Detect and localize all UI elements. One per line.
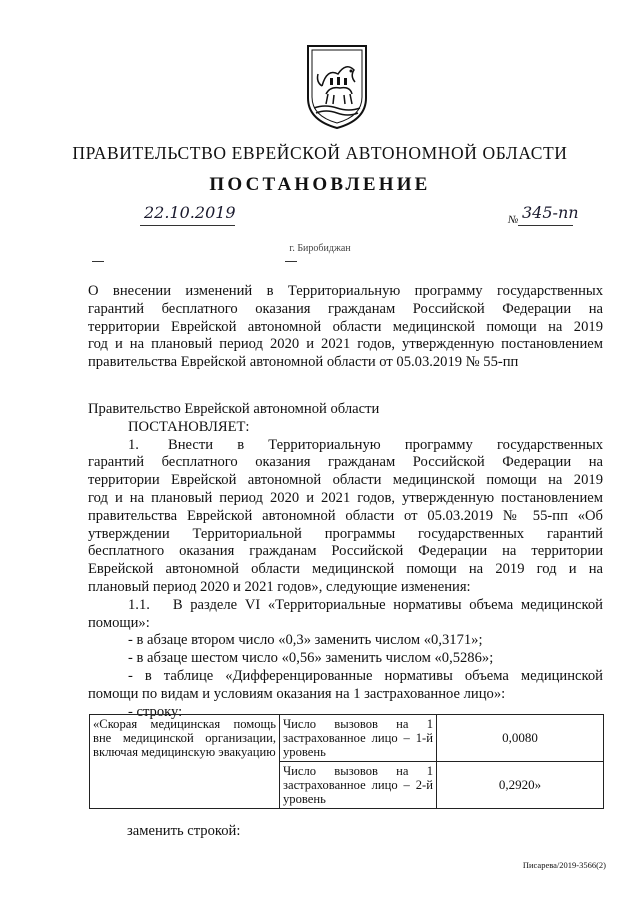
- title-line: территории Еврейской автономной области медицинской помощи на 2019: [88, 318, 603, 335]
- coat-of-arms-emblem: [300, 40, 374, 130]
- item-1-1-line: помощи»:: [88, 614, 150, 631]
- bullet-c-line: - в таблице «Дифференцированные нормативы объема медицинской: [128, 667, 603, 684]
- corner-mark-right: [285, 261, 297, 262]
- footer-reference: Писарева/2019-3566(2): [522, 860, 606, 870]
- amendment-table: [89, 714, 604, 809]
- resolves-line: ПОСТАНОВЛЯЕТ:: [128, 418, 250, 435]
- title-line: О внесении изменений в Территориальную программу государственных: [88, 283, 603, 299]
- decree-date: 22.10.2019: [144, 203, 236, 222]
- government-heading: ПРАВИТЕЛЬСТВО ЕВРЕЙСКОЙ АВТОНОМНОЙ ОБЛАСТИ: [72, 143, 568, 163]
- item-1-line: Еврейской автономной области медицинской помощи на 2019 год и на: [88, 561, 603, 578]
- item-1-line: год и на плановый период 2020 и 2021 годов, утвержденную постановлением: [88, 489, 603, 506]
- item-1-1-line: 1.1. В разделе VI «Территориальные нормативы объема медицинской: [128, 596, 603, 613]
- item-1-line: 1. Внести в Территориальную программу государственных: [128, 436, 603, 453]
- item-1-line: плановый период 2020 и 2021 годов», следующие изменения:: [88, 578, 471, 595]
- bullet-b: - в абзаце шестом число «0,56» заменить числом «0,5286»;: [128, 650, 494, 667]
- decree-title: [88, 283, 603, 372]
- item-1-line: территории Еврейской автономной области медицинской помощи на 2019: [88, 472, 603, 489]
- item-1-line: бесплатного оказания гражданам Российской Федерации на территории: [88, 543, 603, 560]
- bullet-a: - в абзаце втором число «0,3» заменить числом «0,3171»;: [128, 632, 483, 649]
- decree-body: [88, 401, 603, 721]
- replace-with-line: заменить строкой:: [127, 823, 241, 839]
- unit-cell: Число вызовов на 1 застрахованное лицо – 2-й уровень: [280, 762, 437, 809]
- value-cell: 0,0080: [437, 715, 604, 762]
- number-label: №: [508, 214, 519, 226]
- title-line: год и на плановый период 2020 и 2021 годов, утвержденную постановлением: [88, 336, 603, 353]
- item-1-line: гарантий бесплатного оказания гражданам Российской Федерации на: [88, 454, 603, 471]
- title-line: гарантий бесплатного оказания гражданам Российской Федерации на: [88, 300, 603, 317]
- number-underline: [518, 225, 573, 226]
- corner-mark-left: [92, 261, 104, 262]
- category-cell: «Скорая медицинская помощь вне медицинской организации, включая медицинскую эвакуацию: [90, 715, 280, 809]
- document-type-heading: ПОСТАНОВЛЕНИЕ: [209, 174, 431, 195]
- intro-line: Правительство Еврейской автономной области: [88, 401, 380, 417]
- city-name: г. Биробиджан: [289, 243, 351, 254]
- bullet-c-line: помощи по видам и условиям оказания на 1 застрахованное лицо»:: [88, 685, 506, 702]
- title-line: правительства Еврейской автономной области от 05.03.2019 № 55-пп: [88, 354, 519, 371]
- item-1-line: утверждении Территориальной программы государственных гарантий: [88, 525, 603, 542]
- date-underline: [140, 225, 235, 226]
- table-row: [90, 715, 604, 762]
- value-cell: 0,2920»: [437, 762, 604, 809]
- item-1-line: правительства Еврейской автономной области от 05.03.2019 № 55-пп «Об: [88, 507, 603, 524]
- row-label: - строку:: [128, 703, 183, 720]
- decree-number: 345-пп: [522, 203, 579, 222]
- unit-cell: Число вызовов на 1 застрахованное лицо – 1-й уровень: [280, 715, 437, 762]
